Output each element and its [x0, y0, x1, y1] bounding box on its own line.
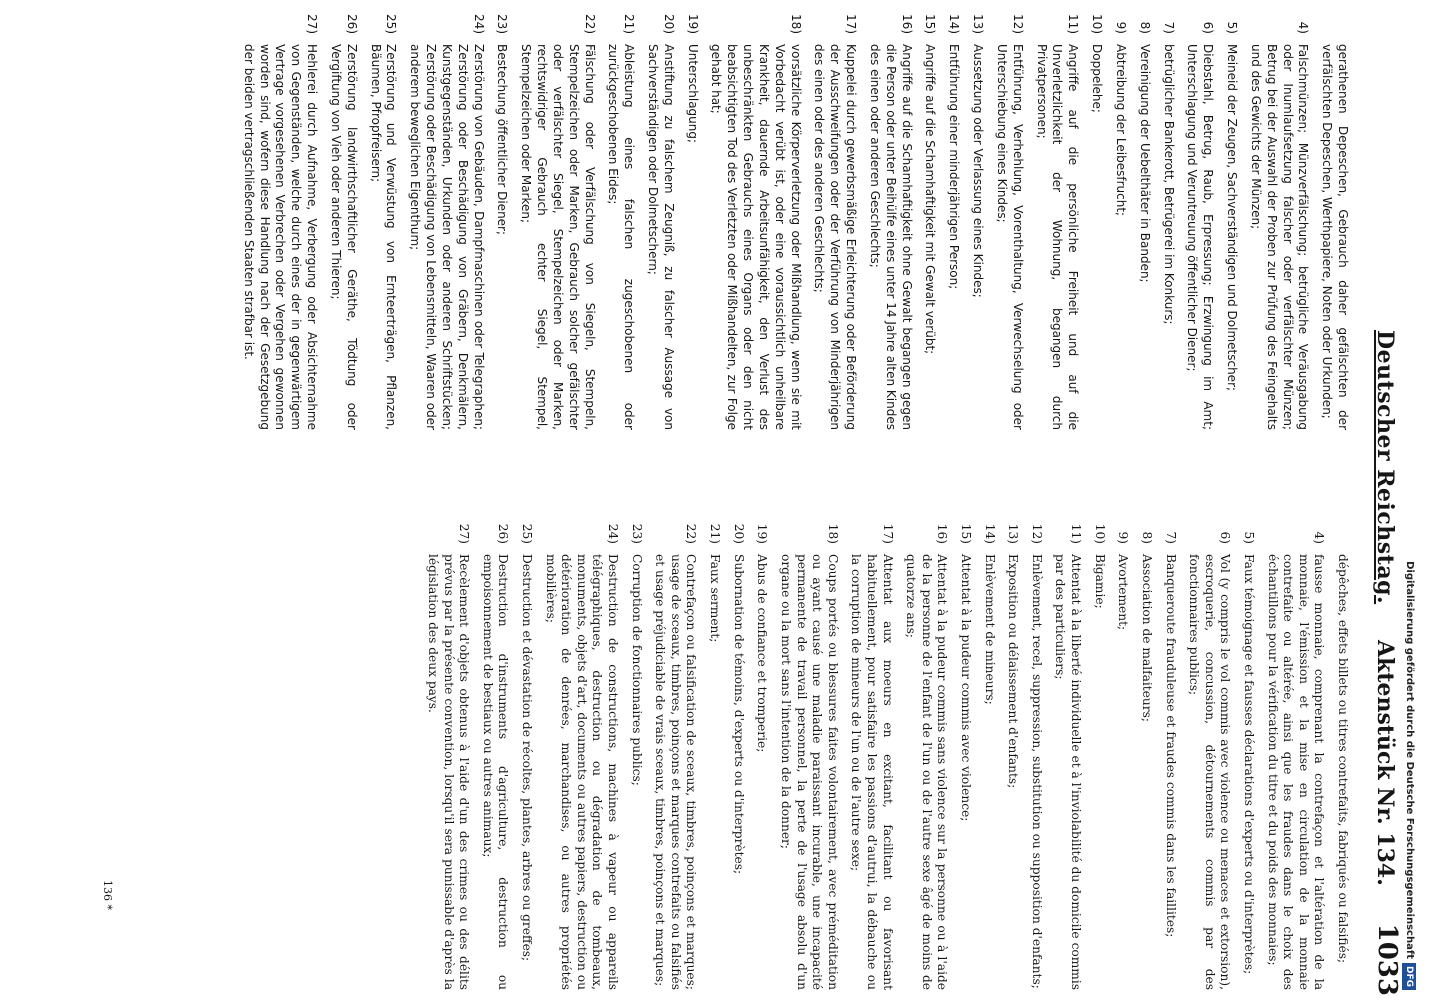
- french-entry-text: Contrefaçon ou falsification de sceaux, timbres, poinçons et marques; usage de sceaux, timbres, poinçons et marques contrefaits ou falsifiés et usage préjudiciable de vrais sceaux, timbres, poinçons et marques;: [653, 554, 699, 990]
- digitization-note: [1394, 0, 1424, 1000]
- french-entry-number: 18): [825, 523, 840, 544]
- german-entry-text: Zerstörung von Gebäuden, Dampfmaschinen oder Telegraphen; Zerstörung oder Beschädigung von Gräbern, Denkmälern, Kunstgegenständen, Urkunden oder anderen Schriftstücken; Zerstörung oder Beschädigung von Lebensmitteln, Waaren oder anderem beweglichen Eigenthum;: [408, 44, 486, 430]
- french-column: [416, 510, 1350, 990]
- german-entry: [866, 0, 913, 430]
- german-entry-number: 7): [1161, 21, 1176, 34]
- german-entry: [605, 0, 637, 430]
- french-entry-number: 16): [935, 523, 950, 544]
- french-entry-number: 17): [880, 523, 895, 544]
- french-entry-number: 21): [708, 523, 723, 544]
- french-entry-number: 5): [1241, 531, 1256, 544]
- german-entry-text: Hehlerei durch Aufnahme, Verbergung oder Absichternahme von Gegenständen, welche durch eines der in gegenwärtigem Vertrage vorgesehenen Verbrechen oder Vergehen gewonnen worden sind, wofern diese Handlung nach der Gesetzgebung der beiden vertragschließenden Staaten strafbar ist.: [241, 44, 320, 430]
- german-entry: [1136, 0, 1152, 430]
- german-entry-number: 5): [1225, 21, 1240, 34]
- german-entry: [1033, 0, 1080, 430]
- french-entry: [628, 510, 644, 990]
- german-entry-number: 18): [788, 14, 803, 34]
- digitization-text: Digitalisierung gefördert durch die Deutsche Forschungsgemeinschaft: [1404, 561, 1415, 959]
- french-entry-number: 13): [1006, 523, 1021, 544]
- french-entry: [1028, 510, 1044, 990]
- german-entry: [406, 0, 485, 430]
- german-entry-number: 13): [971, 14, 986, 34]
- german-entry: [517, 0, 596, 430]
- german-column: [232, 0, 1350, 430]
- german-entry-text: betrüglicher Bankerott, Betrügerei im Konkurs;: [1161, 44, 1176, 325]
- german-entry-text: Anstiftung zu falschem Zeugniß, zu falscher Aussage von Sachverständigen oder Dolmetschern;: [646, 44, 676, 430]
- french-entry-text: Enlèvement de mineurs;: [982, 554, 997, 705]
- german-entry-text: Diebstahl, Betrug, Raub, Erpressung; Erzwingung im Amt; Unterschlagung und Veruntreuung öffentlicher Diener;: [1185, 44, 1216, 430]
- french-entry: [754, 510, 770, 990]
- french-entry: [1115, 510, 1131, 990]
- french-entry-text: Recèlement d'objets obtenus à l'aide d'un des crimes ou des délits prévus par la présente convention, lorsqu'il sera punissable d'après la législation des deux pays.: [425, 554, 472, 990]
- german-entry-text: Angriffe auf die Schamhaftigkeit mit Gewalt verübt;: [923, 44, 938, 355]
- french-entry-text: Coups portés ou blessures faites volontairement, avec préméditation ou ayant causé une maladie paraissant incurable, une incapacité permanente de travail personnel, la perte de l'usage absolu d'un organe ou la mort sans l'intention de la donner;: [778, 554, 840, 990]
- german-entry: [240, 0, 319, 430]
- french-entry-text: Corruption de fonctionnaires publics;: [629, 554, 644, 786]
- french-entry: [1240, 510, 1256, 990]
- french-lead-text: dépêches, effets billets ou titres contrefaits, fabriqués ou falsifiés;: [1336, 554, 1350, 964]
- german-entry: [1112, 0, 1128, 430]
- german-entry-text: Aussetzung oder Verlassung eines Kindes;: [971, 44, 986, 298]
- french-entry-text: Destruction d'instruments d'agriculture, destruction ou empoisonnement de bestiaux ou autres animaux;: [480, 554, 511, 990]
- german-entry-text: Angriffe auf die persönliche Freiheit und auf die Unverletzlichkeit der Wohnung, begangen durch Privatpersonen;: [1034, 44, 1081, 430]
- french-entry-number: 22): [684, 523, 699, 544]
- header-middle-title: Aktenstück Nr. 134.: [1372, 640, 1398, 886]
- german-entry-number: 23): [495, 14, 510, 34]
- french-entry: [957, 510, 973, 990]
- french-entry: [1186, 510, 1233, 990]
- french-entry-number: 15): [959, 523, 974, 544]
- german-entry-text: Unterschlagung;: [685, 44, 700, 144]
- french-entry: [542, 510, 620, 990]
- german-entry-text: Angriffe auf die Schamhaftigkeit ohne Gewalt begangen gegen die Person oder unter Beihülfe eines unter 14 Jahre alten Kindes des einen oder anderen Geschlechts;: [867, 44, 914, 430]
- french-entry: [1162, 510, 1178, 990]
- dfg-logo: DFG: [1402, 963, 1416, 990]
- french-entry-number: 7): [1163, 531, 1178, 544]
- french-entry-text: Destruction et dévastation de récoltes, plantes, arbres ou greffes;: [520, 554, 535, 962]
- french-entry-number: 6): [1218, 531, 1233, 544]
- french-entry-number: 27): [457, 523, 472, 544]
- french-entry-text: Attentat à la pudeur commis sans violence sur la personne ou à l'aide de la personne de l'enfant de l'un ou de l'autre sexe âgé de moins de quatorze ans;: [904, 554, 950, 990]
- german-entry-number: 11): [1066, 14, 1081, 34]
- french-entry: [981, 510, 997, 990]
- german-entry-number: 17): [844, 14, 859, 34]
- german-entry-number: 26): [344, 14, 359, 34]
- german-entry: [494, 0, 510, 430]
- german-entry-number: 9): [1113, 21, 1128, 34]
- german-entry: [1223, 0, 1239, 430]
- german-entry-list: [240, 0, 1310, 430]
- french-entry: [730, 510, 746, 990]
- french-entry: [707, 510, 723, 990]
- page-number: 1033: [1372, 923, 1402, 996]
- german-entry-number: 14): [947, 14, 962, 34]
- french-entry-number: 25): [520, 523, 535, 544]
- french-entry-text: Abus de confiance et tromperie;: [755, 554, 770, 753]
- french-entry: [848, 510, 895, 990]
- german-entry-number: 21): [622, 14, 637, 34]
- german-entry: [644, 0, 676, 430]
- german-entry-text: Entführung einer minderjährigen Person;: [947, 44, 962, 290]
- french-entry: [1138, 510, 1154, 990]
- french-entry-number: 20): [731, 523, 746, 544]
- scanned-page: [20, 0, 1420, 1000]
- french-entry-number: 24): [606, 523, 621, 544]
- french-entry-number: 10): [1092, 523, 1107, 544]
- french-entry-number: 9): [1116, 531, 1131, 544]
- german-entry-text: Vereinigung der Uebelthäter in Banden;: [1137, 44, 1152, 283]
- french-entry: [424, 510, 471, 990]
- french-entry-number: 11): [1069, 523, 1084, 544]
- german-entry-number: 12): [1010, 14, 1025, 34]
- french-entry-number: 12): [1029, 523, 1044, 544]
- french-entry-text: fausse monnaie, comprenant la contrefaçon et l'altération de la monnaie, l'émission et la mise en circulation de la monnaie contrefaite ou altérée, ainsi que les fraudes dans le choix des échantillons pour la vérification du titre et du poids des monnaies;: [1265, 554, 1327, 990]
- german-entry-number: 27): [305, 14, 320, 34]
- german-entry: [969, 0, 985, 430]
- german-entry-text: vorsätzliche Körperverletzung oder Mißhandlung, wenn sie mit Vorbedacht verübt ist, oder eine voraussichtlich unheilbare Krankheit, dauernde Arbeitsunfähigkeit, den Verlust des unbeschränkten Gebrauchs eines Organs oder den nicht beabsichtigten Tod des Verletzten oder Mißhandelten, zur Folge gehabt hat;: [709, 44, 803, 430]
- german-entry-number: 8): [1137, 21, 1152, 34]
- german-entry: [1247, 0, 1310, 430]
- french-entry-text: Exposition ou délaissement d'enfants;: [1006, 554, 1021, 789]
- french-entry: [652, 510, 699, 990]
- footer-number: 136 *: [101, 880, 114, 910]
- french-entry-text: Attentat à la pudeur commis avec violence;: [959, 554, 974, 822]
- german-entry-number: 16): [899, 14, 914, 34]
- french-entry: [1264, 510, 1326, 990]
- german-entry-number: 25): [384, 14, 399, 34]
- french-entry-number: 19): [755, 523, 770, 544]
- french-entry-text: Vol (y compris le vol commis avec violence ou menaces et extorsion), escroquerie, concussion, détournements commis par des fonctionnaires publics;: [1187, 554, 1233, 990]
- french-entry-text: Banqueroute frauduleuse et fraudes commis dans les faillites;: [1163, 554, 1178, 938]
- french-entry-list: [424, 510, 1326, 990]
- french-entry: [777, 510, 839, 990]
- french-entry-number: 26): [496, 523, 511, 544]
- german-entry-number: 20): [661, 14, 676, 34]
- german-entry-text: Doppelehe;: [1090, 44, 1105, 113]
- german-entry-number: 22): [582, 14, 597, 34]
- german-entry-text: Entführung, Verhehlung, Vorenthaltung, Verwechselung oder Unterschiebung eines Kindes;: [994, 44, 1025, 430]
- french-entry-text: Faux témoignage et fausses déclarations d'experts ou d'interprètes;: [1241, 554, 1256, 975]
- german-entry: [684, 0, 700, 430]
- german-entry: [1184, 0, 1216, 430]
- french-entry-text: Attentat à la liberté individuelle et à l'inviolabilité du domicile commis par des particuliers;: [1053, 554, 1084, 990]
- german-lead-text: gerathenen Depeschen, Gebrauch daher gefälschten der verfälschten Depeschen, Werthpapiere, Noten oder Urkunden;: [1320, 44, 1350, 430]
- french-entry: [903, 510, 950, 990]
- german-entry-number: 6): [1201, 21, 1216, 34]
- german-entry-text: Ableistung eines falschen zugeschobenen oder zurückgeschobenen Eides;: [606, 44, 637, 430]
- french-entry: [479, 510, 510, 990]
- french-entry-text: Attentat aux moeurs en excitant, facilitant ou favorisant habituellement, pour satisfaire les passions d'autrui, la débauche ou la corruption de mineurs de l'un ou de l'autre sexe;: [849, 554, 895, 990]
- german-entry-number: 19): [685, 14, 700, 34]
- german-entry-number: 24): [471, 14, 486, 34]
- german-entry: [993, 0, 1025, 430]
- german-entry-number: 10): [1090, 14, 1105, 34]
- german-entry: [327, 0, 359, 430]
- french-entry-text: Destruction de constructions, machines à vapeur ou appareils télégraphiques, destruction ou dégradation de tombeaux, monuments, objets d'art, documents ou autres papiers, destruction ou détérioration de denrées, marchandises, ou autres propriétés mobilières;: [543, 554, 621, 990]
- german-entry-text: Meineid der Zeugen, Sachverständigen und Dolmetscher;: [1225, 44, 1240, 392]
- german-entry: [1160, 0, 1176, 430]
- german-entry-text: Bestechung öffentlicher Diener;: [495, 44, 510, 236]
- german-entry-number: 4): [1296, 21, 1311, 34]
- german-entry: [367, 0, 399, 430]
- french-entry-number: 4): [1312, 531, 1327, 544]
- german-entry: [922, 0, 938, 430]
- french-entry: [1091, 510, 1107, 990]
- french-entry-text: Association de malfaiteurs;: [1139, 554, 1154, 722]
- french-entry-text: Faux serment;: [708, 554, 723, 643]
- german-entry-text: Abtreibung der Leibesfrucht;: [1113, 44, 1128, 217]
- german-entry-text: Kuppelei durch gewerbsmäßige Erleichterung oder Beförderung der Ausschweifungen oder der Verführung von Minderjährigen des einen oder des anderen Geschlechts;: [812, 44, 859, 430]
- french-entry-text: Avortement;: [1116, 554, 1131, 631]
- german-entry: [945, 0, 961, 430]
- german-entry-text: Zerstörung und Verwüstung von Ernteerträgen, Pflanzen, Bäumen, Pfropfreisern;: [368, 44, 399, 430]
- french-entry-number: 14): [982, 523, 997, 544]
- french-entry: [1005, 510, 1021, 990]
- german-entry-text: Zerstörung landwirthschaftlicher Geräthe, Tödtung oder Vergiftung von Vieh oder anderen Thieren;: [328, 44, 359, 430]
- german-entry: [1088, 0, 1104, 430]
- header-left-title: Deutscher Reichstag.: [1372, 330, 1398, 605]
- page-header: [1352, 0, 1402, 1000]
- french-entry: [1052, 510, 1083, 990]
- german-entry: [708, 0, 803, 430]
- french-entry-number: 8): [1139, 531, 1154, 544]
- french-entry-text: Enlèvement, recel, suppression, substitution ou supposition d'enfants;: [1029, 554, 1044, 989]
- french-entry-text: Subornation de témoins, d'experts ou d'interprètes;: [731, 554, 746, 875]
- german-entry: [811, 0, 858, 430]
- french-entry: [518, 510, 534, 990]
- french-entry-number: 23): [629, 523, 644, 544]
- german-entry-text: Fälschung oder Verfälschung von Siegeln, Stempeln, Stempelzeichen oder Marken, Gebrauch solcher gefälschter oder verfälschter Siegel, Stempelzeichen oder Marken, rechtswidriger Gebrauch echter Siegel, Stempel, Stempelzeichen oder Marken;: [519, 44, 597, 430]
- german-entry-text: Falschmünzen; Münzverfälschung; betrügliche Veräusgabung oder Inumlaufsetzung falscher oder verfälschter Münzen; Betrug bei der Auswahl der Proben zur Prüfung des Feingehalts und des Gewichts der Münzen;: [1248, 44, 1311, 430]
- french-entry-text: Bigamie;: [1092, 554, 1107, 609]
- german-entry-number: 15): [923, 14, 938, 34]
